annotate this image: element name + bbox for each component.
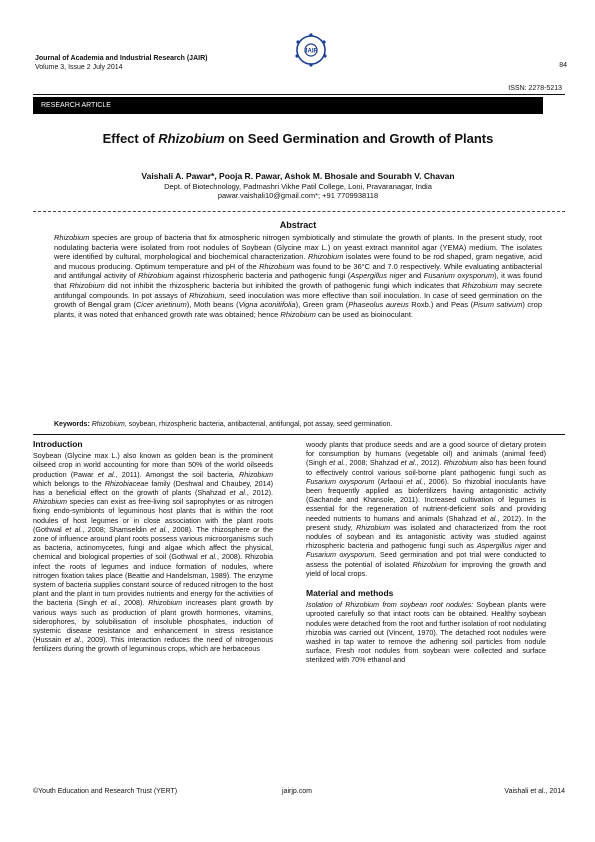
journal-info xyxy=(35,55,207,72)
abstract-heading: Abstract xyxy=(279,220,317,230)
section-label-bar xyxy=(33,97,543,114)
logo-dot xyxy=(322,40,325,43)
affiliation-block xyxy=(33,182,563,200)
title-italic: Rhizobium xyxy=(158,131,225,146)
intro-continued-paragraph: woody plants that produce seeds and are a good source of dietary protein for consumption by humans (vegetable oil) and animals (animal feed) (Singh et al., 2008; Shahzad et al., 2012). Rhizobium also has been found to effectively control various soil-borne plant pathogenic fungi such as Fusarium oxysporum (Arfaoui et al., 2006). So rhizobial inoculants have been frequently applied as biofertilizers having antagonistic activity (Gachande and Khansole, 2011). Increased cultivation of legumes is essential for the regeneration of nutrient-deficient soils and providing needed nutrients to humans and animals (Shahzad et al., 2012). In the present study, Rhizobium was isolated and characterized from the root nodules of soybean and its antagonistic activity was studied against rhizospheric bacteria and pathogenic fungi such as Aspergillus niger and Fusarium oxysporum. Seed germination and pot trial were conducted to assess the potential of isolated Rhizobium for improving the growth and yield of local crops. xyxy=(306,440,546,578)
section-heading: Introduction xyxy=(33,439,83,449)
right-column xyxy=(306,440,546,665)
logo-dot xyxy=(295,54,298,57)
methods-paragraph: Isolation of Rhizobium from soybean root nodules: Soybean plants were uprooted carefully so that intact roots can be obtained. Healthy soybean nodules were detached from the root and further isolation of root nodulating rhizobia was carried out (Vincent, 1970). The detached root nodules were washed in tap water to remove the adhering soil particles from nodule surface. Fresh root nodules from soybean were collected and surface sterilized with 70% ethanol and xyxy=(306,600,546,665)
abstract-text: Rhizobium species are group of bacteria that fix atmospheric nitrogen symbiotically and stimulate the growth of plants. In the present study, root nodulating bacteria were isolated from root nodules of Soybean (Glycine max L.) on yeast extract mannitol agar (YEMA) medium. The isolates were identified by cultural, morphological and biochemical characterization. Rhizobium isolates were found to be rod shaped, gram negative, acid and mucous producing. Optimum temperature and pH of the Rhizobium was found to be 36°C and 7.0 respectively. While evaluating antibacterial and antifungal activity of Rhizobium against rhizospheric bacteria and pathogenic fungi (Aspergillus niger and Fusarium oxysporum), it was found that Rhizobium did not inhibit the rhizospheric bacteria but inhibited the growth of pathogenic fungi which indicates that Rhizobium may secrete antifungal compounds. In pot assays of Rhizobium, seed inoculation was more effective than soil inoculation. In case of seed germination on the growth of Bengal gram (Cicer arietinum), Moth beans (Vigna aconitifolia), Green gram (Phaseolus aureus Roxb.) and Peas (Pisum sativum) crop plants, it was noted that enhanced growth rate was obtained; hence Rhizobium can be used as bioinoculant. xyxy=(54,233,543,319)
title-part: Effect of xyxy=(102,131,159,146)
page-number: 84 xyxy=(559,62,567,69)
affiliation: Dept. of Biotechnology, Padmashri Vikhe Patil College, Loni, Pravaranagar, India xyxy=(164,182,432,191)
logo-dot xyxy=(296,40,299,43)
footer-citation: Vaishali et al., 2014 xyxy=(504,788,565,795)
footer-copyright: ©Youth Education and Research Trust (YERT) xyxy=(33,788,178,795)
journal-volume: Volume 3, Issue 2 July 2014 xyxy=(35,63,123,71)
logo-dot xyxy=(323,54,326,57)
journal-name: Journal of Academia and Industrial Research (JAIR) xyxy=(35,55,208,62)
authors: Vaishali A. Pawar*, Pooja R. Pawar, Ashok M. Bhosale and Sourabh V. Chavan xyxy=(141,171,455,181)
left-column xyxy=(33,440,273,654)
section-label: RESEARCH ARTICLE xyxy=(41,102,111,109)
jair-logo xyxy=(289,28,333,72)
contact: pawar.vaishali10@gmail.com*; +91 7709938118 xyxy=(217,191,379,200)
logo-dot xyxy=(309,63,312,66)
abstract-rule xyxy=(33,434,565,435)
logo-lettering: JAIR xyxy=(304,48,318,55)
logo-dot xyxy=(309,33,312,36)
article-title xyxy=(33,131,563,146)
title-part: on Seed Germination and Growth of Plants xyxy=(224,131,494,146)
dashed-rule xyxy=(33,211,565,212)
keywords-label: Keywords: xyxy=(54,421,92,428)
intro-paragraph: Soybean (Glycine max L.) also known as golden bean is the prominent oilseed crop in world accounting for more than 50% of the world oilseeds production (Pawar et al., 2011). Amongst the soil bacteria, Rhizobium which belongs to the Rhizobiaceae family (Deshwal and Chaubey, 2014) has a beneficial effect on the growth of plants (Shahzad et al., 2012). Rhizobium species can exist as free-living soil saprophytes or as nitrogen fixing endo-symbionts of leguminous host plants that is within the root nodules of host legumes or in close association with the plant roots (Gothwal et al., 2008; Shamseldin et al., 2008). The rhizosphere or the zone of influence around plant roots possess various microorganisms such as bacteria, actinomycetes, fungi and algae which affect the physical, chemical and biological properties of soil (Gothwal et al., 2008). Rhizobia infect the roots of legumes and induce formation of nodules, where nitrogen fixation takes place (Beattie and Handelsman, 1989). The enzyme system of bacteria supplies constant source of reduced nitrogen to the host plant and the plant in turn provides nutrients and energy for the activities of the bacteria (Singh et al., 2008). Rhizobium increases plant growth by various ways such as production of plant growth hormones, vitamins, siderophores, by solubilisation of insoluble phosphates, induction of systemic disease resistance and enhancement in stress resistance (Hussain et al., 2009). This interaction reduces the need of nitrogenous fertilizers during the growth of leguminous crops, which are herbaceous xyxy=(33,451,274,654)
header-rule xyxy=(33,94,565,95)
footer-website: jairjp.com xyxy=(282,788,312,795)
keywords xyxy=(54,421,542,428)
section-heading: Material and methods xyxy=(306,588,394,599)
keywords-text: Rhizobium, soybean, rhizospheric bacteria, antibacterial, antifungal, pot assay, seed germination. xyxy=(91,421,393,428)
issn: ISSN: 2278-5213 xyxy=(508,85,562,92)
